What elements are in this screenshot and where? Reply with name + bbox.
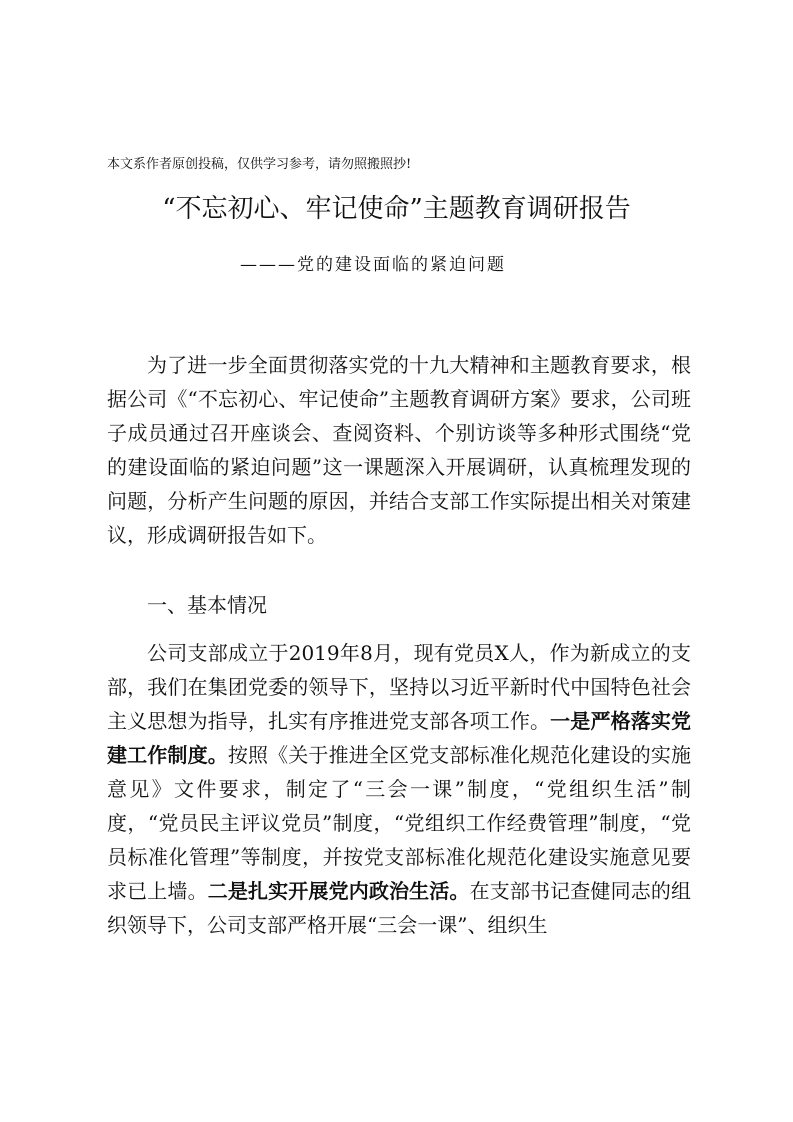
copyright-notice: 本文系作者原创投稿，仅供学习参考，请勿照搬照抄! bbox=[107, 157, 412, 172]
intro-paragraph: 为了进一步全面贯彻落实党的十九大精神和主题教育要求，根据公司《“不忘初心、牢记使命”主题教育调研方案》要求，公司班子成员通过召开座谈会、查阅资料、个别访谈等多种形式围绕“党的建设面临的紧迫问题”这一课题深入开展调研，认真梳理发现的问题，分析产生问题的原因，并结合支部工作实际提出相关对策建议，形成调研报告如下。 bbox=[107, 353, 691, 547]
bold-point-one: 一是严格落实党建工作制度。 bbox=[107, 709, 692, 767]
basic-situation-paragraph bbox=[107, 636, 691, 942]
report-title: “不忘初心、牢记使命”主题教育调研报告 bbox=[162, 194, 631, 224]
section-heading-basic-situation: 一、基本情况 bbox=[147, 593, 267, 617]
paragraph-text: 按照《关于推进全区党支部标准化规范化建设的实施意见》文件要求，制定了“三会一课”制度，“党组织生活”制度，“党员民主评议党员”制度，“党组织工作经费管理”制度，“党员标准化管理”等制度，并按党支部标准化规范化建设实施意见要求已上墙。 bbox=[107, 743, 692, 903]
paragraph-text: 公司支部成立于2019年8月，现有党员X人，作为新成立的支部，我们在集团党委的领导下，坚持以习近平新时代中国特色社会主义思想为指导，扎实有序推进党支部各项工作。 bbox=[107, 641, 691, 733]
bold-point-two: 二是扎实开展党内政治生活。 bbox=[207, 879, 470, 903]
paragraph-text: 在支部书记查健同志的组织领导下，公司支部严格开展“三会一课”、组织生 bbox=[107, 879, 692, 937]
report-subtitle: ———党的建设面临的紧迫问题 bbox=[240, 255, 506, 275]
